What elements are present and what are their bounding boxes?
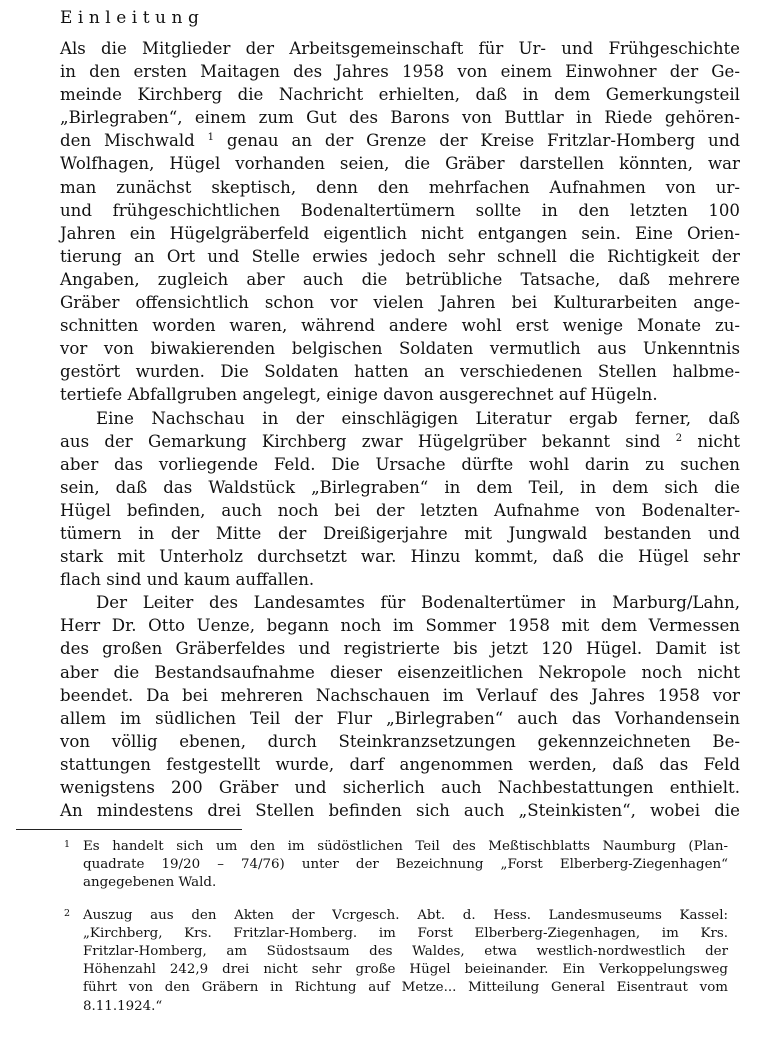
text-line-with-footnote xyxy=(60,430,740,453)
footnote-reference-2[interactable]: 2 xyxy=(675,432,683,444)
text-line: von völlig ebenen, durch Steinkranzsetzungen gekennzeichneten Be- xyxy=(60,731,740,751)
footnote-line: 8.11.1924.“ xyxy=(83,998,163,1014)
text-line: Angaben, zugleich aber auch die betrübliche Tatsache, daß mehrere xyxy=(60,269,740,289)
text-line: flach sind und kaum auffallen. xyxy=(60,570,315,590)
text-line: „Birlegraben“, einem zum Gut des Barons von Buttlar in Riede gehören- xyxy=(60,108,740,128)
text-line: vor von biwakierenden belgischen Soldaten vermutlich aus Unkenntnis xyxy=(60,339,740,359)
text-line: beendet. Da bei mehreren Nachschauen im Verlauf des Jahres 1958 vor xyxy=(60,685,740,705)
text-line: tierung an Ort und Stelle erwies jedoch sehr schnell die Richtigkeit der xyxy=(60,246,740,266)
footnote-line: Höhenzahl 242,9 drei nicht sehr große Hügel beieinander. Ein Verkoppelungsweg xyxy=(83,962,728,978)
text-line: aber die Bestandsaufnahme dieser eisenzeitlichen Nekropole noch nicht xyxy=(60,662,740,682)
footnote-line: Es handelt sich um den im südöstlichen Teil des Meßtischblatts Naumburg (Plan- xyxy=(83,839,728,854)
text-line-with-footnote xyxy=(60,129,740,152)
text-line: schnitten worden waren, während andere wohl erst wenige Monate zu- xyxy=(60,316,740,336)
text-line: allem im südlichen Teil der Flur „Birlegraben“ auch das Vorhandensein xyxy=(60,708,740,728)
text-line: Als die Mitglieder der Arbeitsgemeinschaft für Ur- und Frühgeschichte xyxy=(60,39,740,58)
text-line: aber das vorliegende Feld. Die Ursache dürfte wohl darin zu suchen xyxy=(60,454,740,474)
footnote-line: angegebenen Wald. xyxy=(83,875,217,891)
footnote-number: 1 xyxy=(64,839,71,850)
text-line: in den ersten Maitagen des Jahres 1958 von einem Einwohner der Ge- xyxy=(60,62,740,82)
text-line: Hügel befinden, auch noch bei der letzten Aufnahme von Bodenalter- xyxy=(60,500,740,520)
text-line: Der Leiter des Landesamtes für Bodenaltertümer in Marburg/Lahn, xyxy=(96,593,740,613)
text-segment: aus der Gemarkung Kirchberg zwar Hügelgrüber bekannt sind xyxy=(60,431,661,451)
text-line: stark mit Unterholz durchsetzt war. Hinzu kommt, daß die Hügel sehr xyxy=(60,547,740,567)
text-line: tümern in der Mitte der Dreißigerjahre mit Jungwald bestanden und xyxy=(60,523,740,543)
text-line: tertiefe Abfallgruben angelegt, einige davon ausgerechnet auf Hügeln. xyxy=(60,385,658,405)
footnote-line: quadrate 19/20 – 74/76) unter der Bezeichnung „Forst Elberberg-Ziegenhagen“ xyxy=(83,857,728,873)
footnote-line: führt von den Gräbern in Richtung auf Metze... Mitteilung General Eisentraut vom xyxy=(83,980,728,996)
footnote-separator xyxy=(16,829,242,830)
text-line: Gräber offensichtlich schon vor vielen Jahren bei Kulturarbeiten ange- xyxy=(60,293,740,313)
text-line: gestört wurden. Die Soldaten hatten an verschiedenen Stellen halbme- xyxy=(60,362,740,382)
text-line: man zunächst skeptisch, denn den mehrfachen Aufnahmen von ur- xyxy=(60,177,740,197)
text-line: meinde Kirchberg die Nachricht erhielten, daß in dem Gemerkungsteil xyxy=(60,85,740,105)
footnotes xyxy=(60,838,728,1016)
text-line: Herr Dr. Otto Uenze, begann noch im Sommer 1958 mit dem Vermessen xyxy=(60,616,740,636)
text-segment: den Mischwald xyxy=(60,131,195,151)
text-line: An mindestens drei Stellen befinden sich auch „Steinkisten“, wobei die xyxy=(60,801,740,821)
footnote-line: Fritzlar-Homberg, am Südostsaum des Waldes, etwa westlich-nordwestlich der xyxy=(83,943,728,959)
text-segment: nicht xyxy=(697,431,740,451)
text-line: sein, daß das Waldstück „Birlegraben“ in dem Teil, in dem sich die xyxy=(60,477,740,497)
text-line: Wolfhagen, Hügel vorhanden seien, die Gräber darstellen könnten, war xyxy=(60,154,740,174)
body-text xyxy=(60,37,740,822)
footnote-2 xyxy=(60,907,728,1016)
footnote-line: „Kirchberg, Krs. Fritzlar-Homberg. im Forst Elberberg-Ziegenhagen, im Krs. xyxy=(83,925,728,941)
text-line: Eine Nachschau in der einschlägigen Literatur ergab ferner, daß xyxy=(96,408,740,428)
footnote-line: Auszug aus den Akten der Vcrgesch. Abt. d. Hess. Landesmuseums Kassel: xyxy=(83,907,728,923)
text-line: wenigstens 200 Gräber und sicherlich auch Nachbestattungen enthielt. xyxy=(60,778,740,797)
text-line: Jahren ein Hügelgräberfeld eigentlich nicht entgangen sein. Eine Orien- xyxy=(60,223,740,243)
text-line: des großen Gräberfeldes und registrierte bis jetzt 120 Hügel. Damit ist xyxy=(60,639,740,659)
text-segment: genau an der Grenze der Kreise Fritzlar-Homberg und xyxy=(226,131,740,151)
text-line: und frühgeschichtlichen Bodenaltertümern sollte in den letzten 100 xyxy=(60,200,740,220)
footnote-number: 2 xyxy=(64,907,71,919)
footnote-reference-1[interactable]: 1 xyxy=(207,132,215,144)
footnote-1 xyxy=(60,838,728,893)
section-heading: Einleitung xyxy=(60,8,205,28)
text-line: stattungen festgestellt wurde, darf angenommen werden, daß das Feld xyxy=(60,754,740,774)
